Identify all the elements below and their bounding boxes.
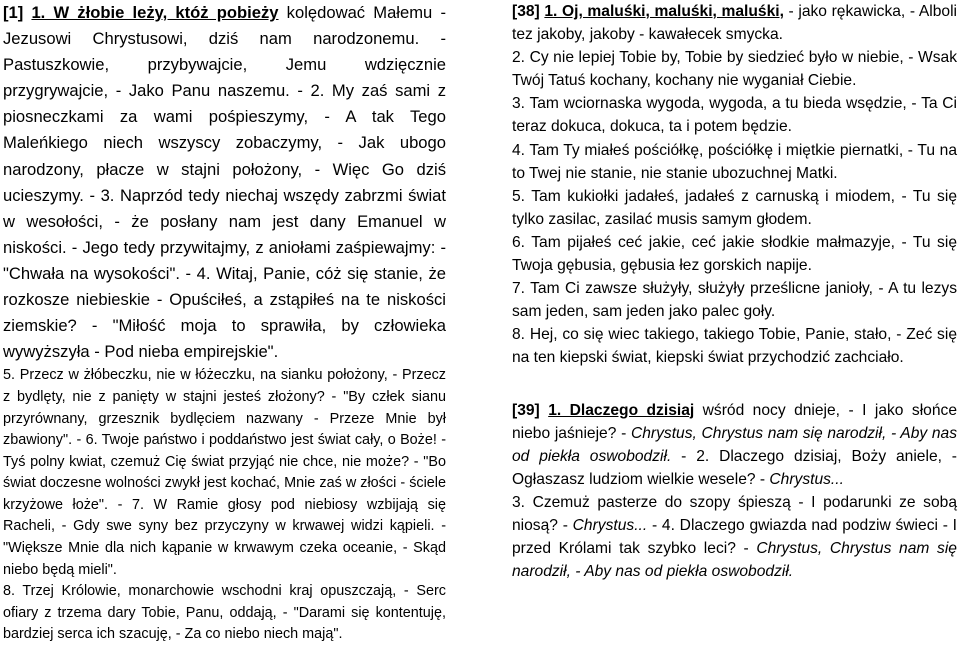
right-column bbox=[512, 0, 957, 583]
section-spacer bbox=[512, 370, 957, 399]
refrain-text: Chrystus... bbox=[572, 516, 648, 534]
song-1-verses-1-4 bbox=[3, 0, 446, 365]
song-38-verse-4: 4. Tam Ty miałeś pościółkę, pościółkę i miętkie piernatki, - Tu na to Twej nie stanie, nie stanie ubozuchnej Matki. bbox=[512, 141, 957, 182]
song-number: [38] bbox=[512, 3, 540, 20]
song-title: 1. Oj, maluśki, maluśki, maluśki, bbox=[544, 3, 784, 20]
song-title: 1. W żłobie leży, któż pobieży bbox=[31, 3, 279, 22]
song-38-verse-5: 5. Tam kukiołki jadałeś, jadałeś z carnuską i miodem, - Tu się tylko zasilac, zasilać musis samym głodem. bbox=[512, 187, 957, 228]
song-number: [39] bbox=[512, 401, 540, 419]
song-39-verses-1-2 bbox=[512, 399, 957, 491]
song-38-verse-2: 2. Cy nie lepiej Tobie by, Tobie by siedzieć było w niebie, - Wsak Twój Tatuś kochany, kochany nie wyganiał Ciebie. bbox=[512, 49, 957, 90]
song-title: 1. Dlaczego dzisiaj bbox=[548, 401, 695, 419]
song-text: 3. Czemuż pasterze do szopy śpieszą - I podarunki ze sobą niosą? - bbox=[512, 493, 957, 534]
song-38-verse-1 bbox=[512, 0, 957, 46]
song-1-verse-8: 8. Trzej Królowie, monarchowie wschodni kraj opuszczają, - Serc ofiary z trzema dary Tobie, Panu, oddają, - "Darami się kontentuję, bardziej serca ich szacuję, - Za co niebo niech mają". bbox=[3, 583, 446, 643]
refrain-text: Chrystus, Chrystus nam się narodził, - Aby nas od piekła oswobodził. bbox=[512, 424, 957, 465]
song-38-verse-3: 3. Tam wciornaska wygoda, wygoda, a tu bieda wsędzie, - Ta Ci teraz dokuca, dokuca, ta i potem będzie. bbox=[512, 95, 957, 136]
song-number: [1] bbox=[3, 3, 24, 22]
song-text: kolędować Małemu - Jezusowi Chrystusowi, dziś nam narodzonemu. - Pastuszkowie, przybywajcie, Jemu wdzięcznie przygrywajcie, - Jako Panu naszemu. - 2. My zaś sami z piosneczkami za wami pośpieszymy, - A tak Tego Maleńkiego niech wszyscy zobaczymy, - Jak ubogo narodzony, płacze w stajni położony, - Więc Go dziś ucieszymy. - 3. Naprzód tedy niechaj wszędy zabrzmi świat w wesołości, - że posłany nam jest dany Emanuel w niskości. - Jego tedy przywitajmy, z aniołami zaśpiewajmy: - "Chwała na wysokości". - 4. Witaj, Panie, cóż się stanie, że rozkosze niebieskie - Opuściłeś, a zstąpiłeś na te niskości ziemskie? - "Miłość moja to sprawiła, by człowieka wywyższyła - Pod nieba empirejskie". bbox=[3, 3, 446, 362]
song-38-verse-8: 8. Hej, co się wiec takiego, takiego Tobie, Panie, stało, - Zeć się na ten kiepski świat, kiepski świat przychodzić zachciało. bbox=[512, 326, 957, 367]
left-column bbox=[3, 0, 446, 646]
refrain-text: Chrystus, Chrystus nam się narodził, - Aby nas od piekła oswobodził. bbox=[512, 540, 957, 581]
song-1-verses-5-7: 5. Przecz w żłóbeczku, nie w łóżeczku, na sianku położony, - Przecz z bydlęty, nie z panięty w stajni jesteś złożony? - "By człek sianu przyrównany, grzesznik bydlęciem nazwany - Przeze Mnie był zbawiony". - 6. Twoje państwo i poddaństwo jest świat cały, o Boże! - Tyś polny kwiat, czemuż Cię świat przyjąć nie chce, nie może? - "Bo świat doczesne wolności zwykł jest kochać, Mnie zaś w złości - ściele krzyżowe łoże". - 7. W Ramie głosy pod niebiosy wzbijają się Racheli, - Gdy swe syny bez przyczyny w krwawej widzi kąpieli. - "Większe Mnie dla nich kąpanie w krwawym czeka oceanie, - Skąd niebo będą mieli". bbox=[3, 367, 446, 578]
refrain-text: Chrystus... bbox=[769, 470, 844, 488]
song-text: wśród nocy dnieje, - I jako słońce niebo jaśnieje? - bbox=[512, 401, 957, 442]
song-text: - 4. Dlaczego gwiazda nad podziw świeci - I przed Królami tak szybko leci? - bbox=[512, 516, 958, 558]
song-39-verses-3-4 bbox=[512, 491, 957, 583]
song-38-verse-7: 7. Tam Ci zawsze służyły, służyły prześlicne janioły, - A tu lezys sam jeden, sam jeden jako palec goły. bbox=[512, 280, 957, 321]
song-text: - 2. Dlaczego dzisiaj, Boży aniele, - Ogłaszasz ludziom wielkie wesele? - bbox=[512, 447, 958, 488]
song-38-verse-6: 6. Tam pijałeś ceć jakie, ceć jakie słodkie małmazyje, - Tu się Twoja gębusia, gębusia łez gorskich napije. bbox=[512, 233, 957, 275]
song-text: - jako rękawicka, - Alboli tez jakoby, jakoby - kawałecek smycka. bbox=[512, 3, 957, 44]
